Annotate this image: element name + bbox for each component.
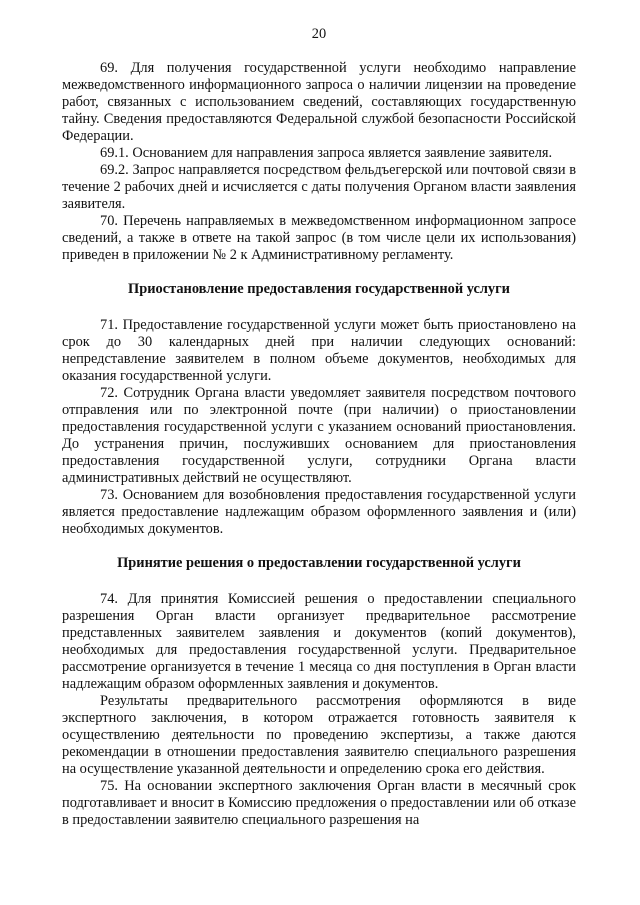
paragraph-74-results: Результаты предварительного рассмотрения оформляются в виде экспертного заключения, в котором отражается готовность заявителя к осуществлению деятельности по проведению экспертизы, а также даются рекомендации в отношении предоставления заявителю специального разрешения на осуществление указанной деятельности и определению срока его действия. — [62, 693, 576, 777]
paragraph-69: 69. Для получения государственной услуги необходимо направление межведомственного информационного запроса о наличии лицензии на проведение работ, связанных с использованием сведений, составляющих государственную тайну. Сведения предоставляются Федеральной службой безопасности Российской Федерации. — [62, 60, 576, 144]
paragraph-75: 75. На основании экспертного заключения Орган власти в месячный срок подготавливает и вносит в Комиссию предложения о предоставлении или об отказе в предоставлении заявителю специального разрешения на — [62, 778, 576, 828]
paragraph-71: 71. Предоставление государственной услуги может быть приостановлено на срок до 30 календарных дней при наличии следующих оснований: непредставление заявителем в полном объеме документов, необходимых для оказания государственной услуги. — [62, 317, 576, 384]
paragraph-72: 72. Сотрудник Органа власти уведомляет заявителя посредством почтового отправления или по электронной почте (при наличии) о приостановлении предоставления государственной услуги с указанием оснований приостановления. До устранения причин, послуживших основанием для приостановления предоставления государственной услуги, сотрудники Органа власти административных действий не осуществляют. — [62, 385, 576, 486]
document-page — [62, 26, 576, 829]
paragraph-70: 70. Перечень направляемых в межведомственном информационном запросе сведений, а также в ответе на такой запрос (в том числе цели их использования) приведен в приложении № 2 к Административному регламенту. — [62, 213, 576, 263]
paragraph-69-2: 69.2. Запрос направляется посредством фельдъегерской или почтовой связи в течение 2 рабочих дней и исчисляется с даты получения Органом власти заявления заявителя. — [62, 162, 576, 212]
page-number: 20 — [311, 26, 327, 42]
paragraph-69-1: 69.1. Основанием для направления запроса является заявление заявителя. — [100, 145, 553, 161]
paragraph-74: 74. Для принятия Комиссией решения о предоставлении специального разрешения Орган власти организует предварительное рассмотрение представленных заявителем заявления и документов (копий документов), необходимых для предоставления государственной услуги. Предварительное рассмотрение организуется в течение 1 месяца со дня поступления в Орган власти надлежащим образом оформленных заявления и документов. — [62, 591, 576, 692]
section-heading-suspension: Приостановление предоставления государственной услуги — [128, 281, 510, 297]
paragraph-73: 73. Основанием для возобновления предоставления государственной услуги является предоставление надлежащим образом оформленного заявления и (или) необходимых документов. — [62, 487, 576, 537]
section-heading-decision: Принятие решения о предоставлении государственной услуги — [117, 555, 521, 571]
